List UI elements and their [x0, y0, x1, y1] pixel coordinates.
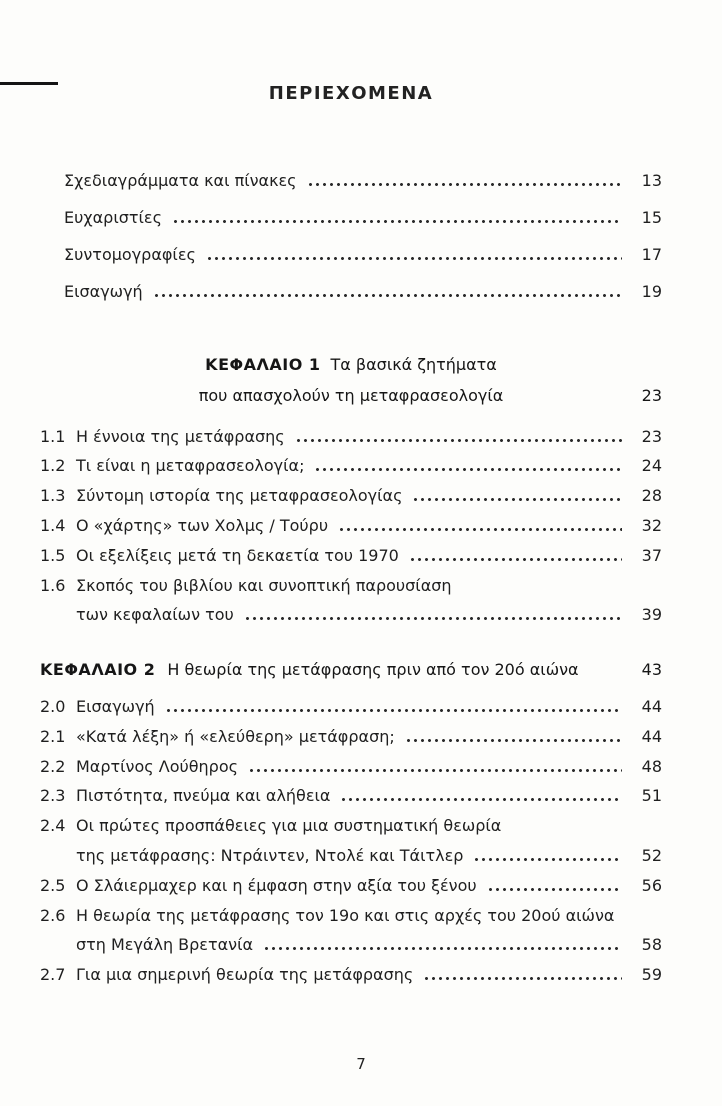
entry-page-number: 39: [641, 605, 662, 625]
toc-row-continuation: [40, 605, 662, 626]
entry-label: Η έννοια της μετάφρασης: [76, 426, 285, 446]
entry-label-continuation: της μετάφρασης: Ντράιντεν, Ντολέ και Τάιτλερ: [76, 845, 464, 865]
toc-row: [40, 576, 662, 597]
entry-page-number: 17: [641, 244, 662, 264]
chapter-2-heading: [40, 660, 662, 681]
toc-row: [40, 697, 662, 718]
entry-label-continuation: των κεφαλαίων του: [76, 605, 234, 625]
chapter-1-page-number: 23: [641, 385, 662, 405]
toc-row: [40, 456, 662, 477]
toc-row: [40, 486, 662, 507]
dot-leader: [165, 709, 622, 712]
entry-number: 2.1: [40, 726, 66, 746]
toc-row: [40, 516, 662, 537]
entry-page-number: 44: [641, 696, 662, 716]
chapter-1-entries: [40, 427, 662, 627]
entry-label: Ευχαριστίες: [64, 208, 162, 228]
entry-page-number: 59: [641, 965, 662, 985]
entry-label: Ο «χάρτης» των Χολμς / Τούρυ: [76, 515, 329, 535]
dot-leader: [244, 617, 622, 620]
entry-label-continuation: στη Μεγάλη Βρετανία: [76, 935, 254, 955]
entry-number: 1.3: [40, 486, 66, 506]
entry-page-number: 44: [641, 726, 662, 746]
entry-label: Σύντομη ιστορία της μεταφρασεολογίας: [76, 486, 403, 506]
entry-page-number: 23: [641, 426, 662, 446]
dot-leader: [172, 220, 622, 223]
entry-label: Ο Σλάιερμαχερ και η έμφαση στην αξία του ξένου: [76, 875, 477, 895]
entry-label: Σκοπός του βιβλίου και συνοπτική παρουσίαση: [76, 575, 452, 595]
dot-leader: [340, 798, 622, 801]
toc-row: [64, 245, 662, 266]
entry-label: Σχεδιαγράμματα και πίνακες: [64, 171, 297, 191]
entry-page-number: 32: [641, 515, 662, 535]
entry-label: Εισαγωγή: [76, 696, 155, 716]
entry-label: Οι εξελίξεις μετά τη δεκαετία του 1970: [76, 545, 399, 565]
toc-page: [0, 82, 722, 986]
entry-number: 2.4: [40, 816, 66, 836]
toc-row: [40, 427, 662, 448]
dot-leader: [295, 439, 622, 442]
toc-row: [40, 546, 662, 567]
entry-number: 1.4: [40, 515, 66, 535]
entry-number: 2.0: [40, 696, 66, 716]
entry-label: Τι είναι η μεταφρασεολογία;: [76, 456, 305, 476]
entry-label: Για μια σημερινή θεωρία της μετάφρασης: [76, 965, 414, 985]
entry-label: Οι πρώτες προσπάθειες για μια συστηματική θεωρία: [76, 816, 502, 836]
entry-page-number: 48: [641, 756, 662, 776]
footer-page-number: 7: [356, 1054, 366, 1073]
entry-number: 2.2: [40, 756, 66, 776]
entry-page-number: 52: [641, 845, 662, 865]
entry-label: Πιστότητα, πνεύμα και αλήθεια: [76, 786, 331, 806]
entry-label: «Κατά λέξη» ή «ελεύθερη» μετάφραση;: [76, 726, 395, 746]
entry-page-number: 24: [641, 456, 662, 476]
toc-row: [64, 282, 662, 303]
entry-label: Μαρτίνος Λούθηρος: [76, 756, 239, 776]
entry-number: 2.3: [40, 786, 66, 806]
chapter-1-title-line2: που απασχολούν τη μεταφρασεολογία: [198, 385, 504, 405]
chapter-2-page-number: 43: [641, 660, 662, 680]
toc-row: [40, 727, 662, 748]
dot-leader: [409, 558, 622, 561]
entry-page-number: 19: [641, 281, 662, 301]
dot-leader: [423, 977, 622, 980]
dot-leader: [263, 947, 622, 950]
entry-number: 1.1: [40, 426, 66, 446]
chapter-1-heading: [40, 349, 662, 411]
dot-leader: [248, 769, 622, 772]
page-title: ΠΕΡΙΕΧΟΜΕΝΑ: [268, 83, 434, 104]
dot-leader: [412, 498, 622, 501]
dot-leader: [307, 183, 622, 186]
chapter-1-heading-line1: [40, 349, 662, 380]
entry-number: 1.5: [40, 545, 66, 565]
toc-row: [40, 757, 662, 778]
toc-row: [64, 208, 662, 229]
toc-row: [40, 786, 662, 807]
dot-leader: [153, 294, 622, 297]
entry-label: Η θεωρία της μετάφρασης τον 19ο και στις αρχές του 20ού αιώνα: [76, 905, 615, 925]
toc-row: [64, 171, 662, 192]
chapter-1-title-line1: Τα βασικά ζητήματα: [330, 354, 497, 374]
entry-page-number: 58: [641, 935, 662, 955]
chapter-1-label: ΚΕΦΑΛΑΙΟ 1: [205, 354, 321, 374]
entry-page-number: 51: [641, 786, 662, 806]
entry-label: Συντομογραφίες: [64, 244, 196, 264]
toc-row: [40, 965, 662, 986]
entry-page-number: 13: [641, 171, 662, 191]
dot-leader: [338, 528, 622, 531]
entry-number: 2.5: [40, 875, 66, 895]
entry-number: 2.7: [40, 965, 66, 985]
dot-leader: [206, 257, 622, 260]
chapter-2-title: Η θεωρία της μετάφρασης πριν από τον 20ό αιώνα: [167, 660, 579, 680]
dot-leader: [405, 739, 622, 742]
entry-label: Εισαγωγή: [64, 281, 143, 301]
toc-row-continuation: [40, 846, 662, 867]
front-matter-list: [64, 171, 662, 302]
entry-number: 1.6: [40, 575, 66, 595]
toc-row: [40, 816, 662, 837]
chapter-1-heading-line2: [40, 380, 662, 411]
dot-leader: [487, 888, 622, 891]
dot-leader: [314, 468, 622, 471]
dot-leader: [473, 858, 622, 861]
entry-number: 2.6: [40, 905, 66, 925]
entry-page-number: 15: [641, 208, 662, 228]
chapter-2-entries: [40, 697, 662, 986]
toc-row-continuation: [40, 935, 662, 956]
entry-page-number: 28: [641, 486, 662, 506]
toc-row: [40, 906, 662, 927]
entry-number: 1.2: [40, 456, 66, 476]
entry-page-number: 37: [641, 545, 662, 565]
scan-artifact: [0, 82, 58, 85]
toc-row: [40, 876, 662, 897]
entry-page-number: 56: [641, 875, 662, 895]
chapter-2-label: ΚΕΦΑΛΑΙΟ 2: [40, 660, 156, 680]
